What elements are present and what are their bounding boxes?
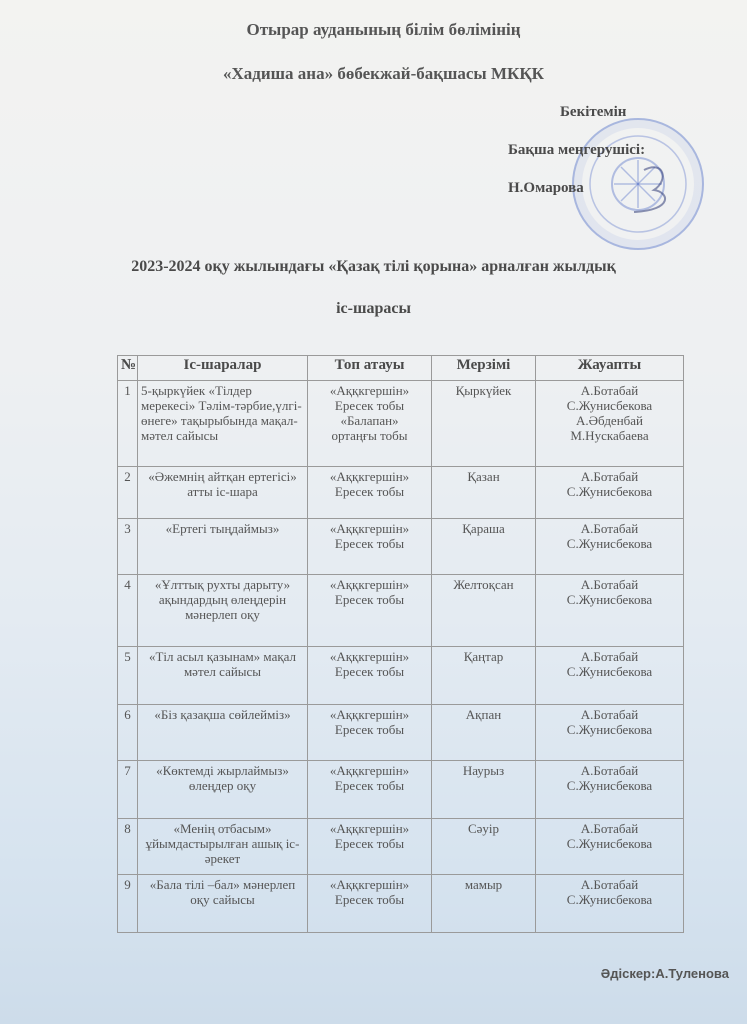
row-responsible [536,519,684,575]
group-line: «Аққкгершін» [329,707,410,722]
table-row [118,705,684,761]
row-number: 3 [118,519,138,575]
row-activity: 5-қыркүйек «Тілдер мерекесі» Тәлім-тәрбие,үлгі-өнеге» тақырыбында мақал-мәтел сайысы [138,381,308,467]
row-activity: «Біз қазақша сөйлейміз» [138,705,308,761]
row-group [308,647,432,705]
methodist-signature-line: Әдіскер:А.Туленова [600,966,729,981]
responsible-person: С.Жунисбекова [566,664,653,679]
row-month: Желтоқсан [432,575,536,647]
responsible-person: С.Жунисбекова [566,892,653,907]
responsible-person: А.Ботабай [580,521,639,536]
group-line: Ересек тобы [334,722,405,737]
row-activity: «Әжемнің айтқан ертегісі» атты іс-шара [138,467,308,519]
row-month: Ақпан [432,705,536,761]
row-activity: «Ертегі тыңдаймыз» [138,519,308,575]
table-row [118,647,684,705]
group-line: «Аққкгершін» [329,821,410,836]
row-group [308,467,432,519]
document-title-continued: іс-шарасы [336,300,411,317]
responsible-person: С.Жунисбекова [566,778,653,793]
group-line: Ересек тобы [334,892,405,907]
col-header-date: Мерзімі [432,356,536,381]
table-row [118,381,684,467]
row-activity: «Көктемді жырлаймыз» өлеңдер оқу [138,761,308,819]
header-kindergarten-line: «Хадиша ана» бөбекжай-бақшасы МКҚК [223,64,544,83]
row-group [308,519,432,575]
row-number: 4 [118,575,138,647]
row-group [308,819,432,875]
stamp-seal-icon [574,120,702,248]
responsible-person: А.Әбденбай [576,413,643,428]
responsible-person: А.Ботабай [580,877,639,892]
events-table [117,355,684,933]
responsible-person: С.Жунисбекова [566,398,653,413]
table-row [118,875,684,933]
official-stamp [572,118,704,250]
col-header-responsible: Жауапты [536,356,684,381]
row-activity: «Бала тілі –бал» мәнерлеп оқу сайысы [138,875,308,933]
group-line: Ересек тобы [334,484,405,499]
row-number: 6 [118,705,138,761]
row-number: 2 [118,467,138,519]
row-month: Наурыз [432,761,536,819]
responsible-person: М.Нускабаева [570,428,649,443]
row-responsible [536,705,684,761]
responsible-person: С.Жунисбекова [566,484,653,499]
row-group [308,705,432,761]
table-row [118,519,684,575]
col-header-number: № [118,356,138,381]
group-line: «Аққкгершін» [329,649,410,664]
group-line: Ересек тобы [334,536,405,551]
row-group [308,875,432,933]
responsible-person: А.Ботабай [580,383,639,398]
group-line: ортаңғы тобы [331,428,408,443]
row-activity: «Менің отбасым» ұйымдастырылған ашық іс-әрекет [138,819,308,875]
row-responsible [536,819,684,875]
row-responsible [536,575,684,647]
approval-approve-label: Бекітемін [560,104,627,120]
table-row [118,761,684,819]
group-line: «Аққкгершін» [329,469,410,484]
group-line: «Аққкгершін» [329,763,410,778]
row-responsible [536,647,684,705]
row-responsible [536,875,684,933]
group-line: Ересек тобы [334,592,405,607]
responsible-person: С.Жунисбекова [566,536,653,551]
row-activity: «Ұлттық рухты дарыту» ақындардың өлеңдерін мәнерлеп оқу [138,575,308,647]
row-group [308,575,432,647]
row-month: Қаңтар [432,647,536,705]
approval-position: Бақша меңгерушісі: [508,142,646,158]
row-month: Қараша [432,519,536,575]
row-number: 5 [118,647,138,705]
row-number: 1 [118,381,138,467]
table-row [118,467,684,519]
row-month: Сәуір [432,819,536,875]
responsible-person: С.Жунисбекова [566,836,653,851]
row-number: 8 [118,819,138,875]
row-number: 7 [118,761,138,819]
group-line: Ересек тобы [334,664,405,679]
document-title: 2023-2024 оқу жылындағы «Қазақ тілі қорына» арналған жылдық [131,258,616,275]
group-line: «Аққкгершін» [329,521,410,536]
row-responsible [536,761,684,819]
responsible-person: С.Жунисбекова [566,592,653,607]
row-responsible [536,381,684,467]
row-month: Қазан [432,467,536,519]
table-header-row [118,356,684,381]
group-line: «Аққкгершін» [329,877,410,892]
col-header-activity: Іс-шаралар [138,356,308,381]
responsible-person: А.Ботабай [580,763,639,778]
responsible-person: А.Ботабай [580,649,639,664]
group-line: «Аққкгершін» [329,577,410,592]
table-row [118,819,684,875]
responsible-person: А.Ботабай [580,707,639,722]
responsible-person: А.Ботабай [580,821,639,836]
col-header-group: Топ атауы [308,356,432,381]
row-month: мамыр [432,875,536,933]
row-responsible [536,467,684,519]
responsible-person: С.Жунисбекова [566,722,653,737]
table-row [118,575,684,647]
group-line: Ересек тобы [334,398,405,413]
group-line: Ересек тобы [334,778,405,793]
responsible-person: А.Ботабай [580,469,639,484]
group-line: «Аққкгершін» [329,383,410,398]
row-month: Қыркүйек [432,381,536,467]
row-group [308,761,432,819]
header-org-line: Отырар ауданының білім бөлімінің [246,20,521,39]
row-number: 9 [118,875,138,933]
responsible-person: А.Ботабай [580,577,639,592]
row-activity: «Тіл асыл қазынам» мақал мәтел сайысы [138,647,308,705]
group-line: Ересек тобы [334,836,405,851]
row-group [308,381,432,467]
group-line: «Балапан» [340,413,399,428]
approval-name: Н.Омарова [508,180,584,196]
